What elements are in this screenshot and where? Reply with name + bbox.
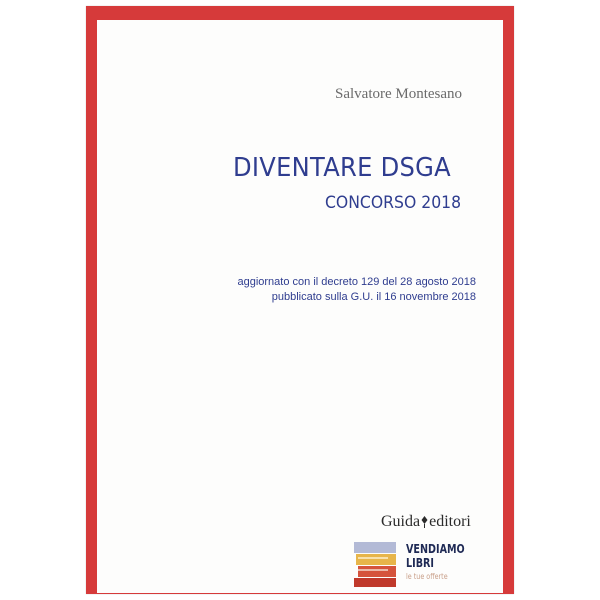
edition-note-line: aggiornato con il decreto 129 del 28 agosto 2018 bbox=[237, 276, 476, 288]
seller-watermark bbox=[352, 536, 484, 592]
edition-note-line: pubblicato sulla G.U. il 16 novembre 2018 bbox=[271, 291, 476, 303]
publisher-name-part: Guida bbox=[381, 513, 421, 530]
books-stack-icon bbox=[352, 540, 400, 588]
publisher-name-part: editori bbox=[429, 513, 471, 530]
watermark-tagline: le tue offerte bbox=[406, 572, 448, 581]
book-title: DIVENTARE DSGA bbox=[233, 153, 452, 183]
publisher-logo bbox=[381, 513, 471, 531]
author-name: Salvatore Montesano bbox=[335, 86, 463, 102]
watermark-text: VENDIAMO bbox=[406, 542, 465, 556]
watermark-text: LIBRI bbox=[406, 556, 434, 570]
edition-note bbox=[237, 275, 476, 305]
publisher-mark-icon bbox=[421, 516, 428, 528]
book-subtitle: CONCORSO 2018 bbox=[325, 193, 462, 213]
book-cover-panel bbox=[97, 20, 503, 593]
